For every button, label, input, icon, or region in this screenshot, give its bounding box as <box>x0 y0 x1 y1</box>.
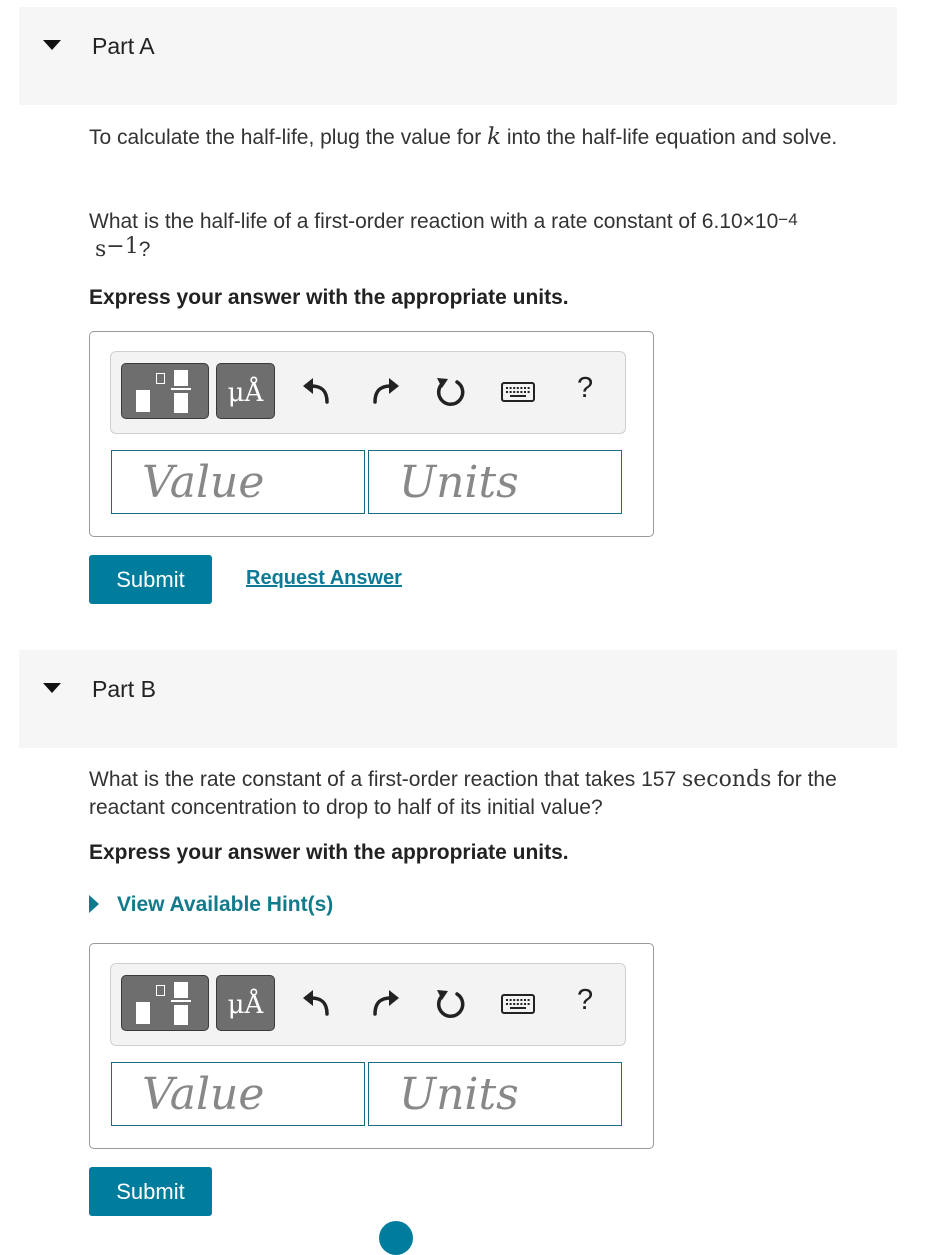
part-b-title: Part B <box>92 676 156 702</box>
part-a-intro: To calculate the half-life, plug the value for k into the half-life equation and solve. <box>89 124 838 150</box>
keyboard-icon[interactable] <box>501 986 535 1022</box>
part-b-question: What is the rate constant of a first-order reaction that takes 157 seconds for the reactant concentration to drop to half of its initial value? <box>89 767 837 819</box>
part-a-title: Part A <box>92 33 155 59</box>
part-b-answer-box <box>89 943 654 1149</box>
part-b-submit-button[interactable]: Submit <box>89 1167 212 1216</box>
redo-icon[interactable] <box>367 374 403 410</box>
undo-icon[interactable] <box>299 986 335 1022</box>
template-fraction-icon <box>174 982 188 998</box>
part-a-submit-button[interactable]: Submit <box>89 555 212 604</box>
help-button[interactable]: ? <box>577 372 594 404</box>
redo-icon[interactable] <box>367 986 403 1022</box>
part-b-instruction: Express your answer with the appropriate units. <box>89 841 569 864</box>
expand-triangle-icon <box>89 895 99 913</box>
collapse-caret-icon[interactable] <box>43 683 61 693</box>
part-a-answer-box <box>89 331 654 537</box>
template-superscript-icon <box>156 985 165 996</box>
units-input[interactable] <box>369 1063 621 1125</box>
part-b-header[interactable] <box>19 650 897 748</box>
part-a-instruction: Express your answer with the appropriate units. <box>89 286 569 309</box>
value-field[interactable] <box>111 1062 365 1126</box>
view-hints-toggle[interactable] <box>89 893 333 917</box>
units-input[interactable] <box>369 451 621 513</box>
units-button[interactable]: μÅ <box>216 975 275 1031</box>
value-input[interactable] <box>112 1063 364 1125</box>
units-field[interactable] <box>368 450 622 514</box>
templates-button[interactable] <box>121 975 209 1031</box>
templates-button[interactable] <box>121 363 209 419</box>
hint-label[interactable]: View Available Hint(s) <box>117 893 334 916</box>
value-input[interactable] <box>112 451 364 513</box>
math-toolbar <box>110 351 626 434</box>
template-box-icon <box>136 390 150 412</box>
template-fraction-icon <box>174 370 188 386</box>
part-a-header[interactable] <box>19 7 897 105</box>
value-field[interactable] <box>111 450 365 514</box>
math-toolbar <box>110 963 626 1046</box>
template-superscript-icon <box>156 373 165 384</box>
request-answer-link[interactable]: Request Answer <box>246 567 402 589</box>
units-field[interactable] <box>368 1062 622 1126</box>
reset-icon[interactable] <box>433 374 469 410</box>
floating-action-button[interactable] <box>379 1221 413 1255</box>
undo-icon[interactable] <box>299 374 335 410</box>
template-box-icon <box>136 1002 150 1024</box>
collapse-caret-icon[interactable] <box>43 40 61 50</box>
help-button[interactable]: ? <box>577 984 594 1016</box>
keyboard-icon[interactable] <box>501 374 535 410</box>
reset-icon[interactable] <box>433 986 469 1022</box>
units-button[interactable]: μÅ <box>216 363 275 419</box>
part-a-question: What is the half-life of a first-order reaction with a rate constant of $6.10\times 10^{-4}$ $s^{-1}$? <box>89 210 798 262</box>
